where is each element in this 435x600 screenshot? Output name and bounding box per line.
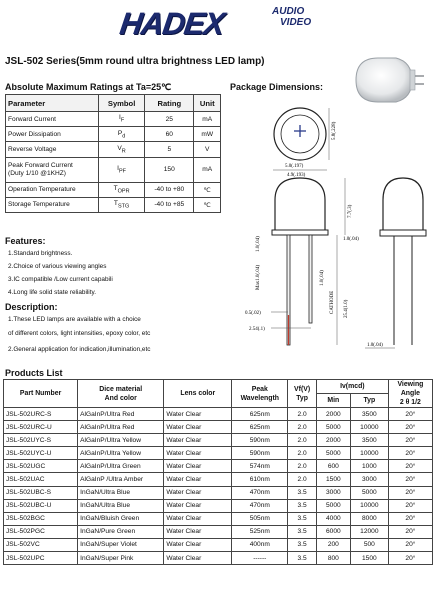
viewing-angle-cell: 20°	[388, 473, 432, 486]
rating-cell: 60	[145, 127, 194, 142]
dice-cell: AlGaInP/Ultra Yellow	[78, 434, 164, 447]
iv-typ-cell: 10000	[350, 447, 388, 460]
symbol-cell: $P_d$	[99, 127, 145, 142]
part-number-cell: JSL-502VC	[4, 538, 78, 551]
part-number-cell: JSL-502UBC-S	[4, 486, 78, 499]
viewing-angle-cell: 20°	[388, 552, 432, 565]
part-number-cell: JSL-502UAC	[4, 473, 78, 486]
wavelength-cell: 625nm	[232, 421, 288, 434]
part-number-cell: JSL-502UBC-U	[4, 499, 78, 512]
vf-cell: 3.5	[288, 499, 316, 512]
part-number-cell: JSL-502UPC	[4, 552, 78, 565]
logo-video-text: VIDEO	[280, 17, 312, 28]
unit-cell: V	[194, 142, 221, 157]
iv-typ-cell: 3000	[350, 473, 388, 486]
vf-cell: 3.5	[288, 525, 316, 538]
vf-cell: 3.5	[288, 486, 316, 499]
param-cell: Power Dissipation	[6, 127, 99, 142]
vf-cell: 2.0	[288, 460, 316, 473]
table-row	[4, 525, 433, 538]
table-row	[4, 421, 433, 434]
viewing-angle-cell: 20°	[388, 421, 432, 434]
header-part-number: Part Number	[4, 380, 78, 408]
viewing-angle-cell: 20°	[388, 408, 432, 421]
iv-min-cell: 4000	[316, 512, 350, 525]
vf-cell: 2.0	[288, 434, 316, 447]
products-table	[3, 379, 433, 565]
feature-item: 3.IC compatible /Low current capabili	[8, 276, 113, 283]
vf-cell: 2.0	[288, 421, 316, 434]
symbol-cell: $V_R$	[99, 142, 145, 157]
table-row	[4, 408, 433, 421]
iv-min-cell: 6000	[316, 525, 350, 538]
dim-label: 1.0(.04)	[343, 237, 359, 242]
iv-min-cell: 2000	[316, 434, 350, 447]
wavelength-cell: 625nm	[232, 408, 288, 421]
part-number-cell: JSL-502UYC-U	[4, 447, 78, 460]
viewing-angle-cell: 20°	[388, 447, 432, 460]
ratings-header-row	[6, 95, 221, 112]
iv-typ-cell: 1500	[350, 552, 388, 565]
header-dice: Dice material And color	[78, 380, 164, 408]
dice-cell: AlGaInP/Ultra Green	[78, 460, 164, 473]
iv-typ-cell: 5000	[350, 486, 388, 499]
unit-cell: ℃	[194, 182, 221, 197]
dim-label: 0.5(.02)	[245, 311, 261, 316]
dim-label: 5.0(.197)	[285, 164, 304, 169]
param-cell: Storage Temperature	[6, 197, 99, 212]
table-row	[4, 552, 433, 565]
unit-cell: mA	[194, 157, 221, 182]
dice-cell: InGaN/Ultra Blue	[78, 499, 164, 512]
lens-cell: Water Clear	[164, 538, 232, 551]
dim-label: 25.4(1.0)	[344, 299, 349, 318]
description-item: 2.General application for indication,illumination,etc	[8, 346, 151, 353]
vf-cell: 2.0	[288, 473, 316, 486]
lens-cell: Water Clear	[164, 525, 232, 538]
dim-label: 5.8(.228)	[332, 121, 337, 140]
document-title: JSL-502 Series(5mm round ultra brightness LED lamp)	[5, 56, 265, 67]
dice-cell: AlGaInP /Ultra Amber	[78, 473, 164, 486]
param-cell: Forward Current	[6, 112, 99, 127]
features-heading: Features:	[5, 236, 46, 246]
lens-cell: Water Clear	[164, 512, 232, 525]
vf-cell: 3.5	[288, 512, 316, 525]
dice-cell: InGaN/Super Violet	[78, 538, 164, 551]
dice-cell: InGaN/Super Pink	[78, 552, 164, 565]
lens-cell: Water Clear	[164, 421, 232, 434]
lens-cell: Water Clear	[164, 473, 232, 486]
table-row	[4, 473, 433, 486]
iv-typ-cell: 8000	[350, 512, 388, 525]
wavelength-cell: ------	[232, 552, 288, 565]
rating-cell: 5	[145, 142, 194, 157]
products-heading: Products List	[5, 368, 63, 378]
dim-label: 2.54(.1)	[249, 327, 265, 332]
wavelength-cell: 505nm	[232, 512, 288, 525]
cathode-label: CATHODE	[330, 290, 335, 314]
dice-cell: InGaN/Bluish Green	[78, 512, 164, 525]
iv-typ-cell: 1000	[350, 460, 388, 473]
table-row	[6, 197, 221, 212]
table-row	[4, 486, 433, 499]
vf-cell: 2.0	[288, 447, 316, 460]
symbol-cell: $T_{OPR}$	[99, 182, 145, 197]
iv-min-cell: 200	[316, 538, 350, 551]
package-dimensions-drawing	[225, 90, 435, 355]
brand-logo	[117, 6, 340, 41]
rating-cell: 25	[145, 112, 194, 127]
lens-cell: Water Clear	[164, 552, 232, 565]
dice-cell: InGaN/Ultra Blue	[78, 486, 164, 499]
dice-cell: InGaN/Pure Green	[78, 525, 164, 538]
part-number-cell: JSL-502URC-S	[4, 408, 78, 421]
feature-item: 1.Standard brightness.	[8, 250, 73, 257]
iv-min-cell: 3000	[316, 486, 350, 499]
part-number-cell: JSL-502URC-U	[4, 421, 78, 434]
dice-cell: AlGaInP/Ultra Red	[78, 408, 164, 421]
table-row	[4, 499, 433, 512]
description-item: 1.These LED lamps are available with a choice	[8, 316, 141, 323]
iv-min-cell: 600	[316, 460, 350, 473]
wavelength-cell: 525nm	[232, 525, 288, 538]
iv-min-cell: 5000	[316, 499, 350, 512]
header-symbol: Symbol	[99, 95, 145, 112]
header-rating: Rating	[145, 95, 194, 112]
wavelength-cell: 470nm	[232, 499, 288, 512]
dim-label: 1.0(.04)	[367, 343, 383, 348]
iv-typ-cell: 3500	[350, 408, 388, 421]
viewing-angle-cell: 20°	[388, 434, 432, 447]
unit-cell: mA	[194, 112, 221, 127]
viewing-angle-cell: 20°	[388, 525, 432, 538]
viewing-angle-cell: 20°	[388, 486, 432, 499]
description-heading: Description:	[5, 302, 58, 312]
header-iv: Iv(mcd)	[316, 380, 388, 394]
viewing-angle-cell: 20°	[388, 499, 432, 512]
header-lens: Lens color	[164, 380, 232, 408]
rating-cell: -40 to +80	[145, 182, 194, 197]
dim-label: 7.7(.3)	[348, 204, 353, 218]
lens-cell: Water Clear	[164, 434, 232, 447]
iv-min-cell: 5000	[316, 447, 350, 460]
viewing-angle-cell: 20°	[388, 538, 432, 551]
rating-cell: 150	[145, 157, 194, 182]
table-row	[4, 460, 433, 473]
iv-min-cell: 5000	[316, 421, 350, 434]
header-vf: Vf(V) Typ	[288, 380, 316, 408]
products-header-row	[4, 380, 433, 394]
table-row	[4, 512, 433, 525]
package-heading: Package Dimensions:	[230, 82, 324, 92]
wavelength-cell: 470nm	[232, 486, 288, 499]
vf-cell: 3.5	[288, 552, 316, 565]
iv-typ-cell: 12000	[350, 525, 388, 538]
part-number-cell: JSL-502UGC	[4, 460, 78, 473]
feature-item: 2.Choice of various viewing angles	[8, 263, 107, 270]
symbol-cell: $I_F$	[99, 112, 145, 127]
iv-typ-cell: 3500	[350, 434, 388, 447]
header-parameter: Parameter	[6, 95, 99, 112]
wavelength-cell: 590nm	[232, 447, 288, 460]
ratings-heading: Absolute Maximum Ratings at Ta=25℃	[5, 82, 172, 92]
table-row	[4, 447, 433, 460]
table-row	[6, 157, 221, 182]
vf-cell: 2.0	[288, 408, 316, 421]
unit-cell: ℃	[194, 197, 221, 212]
wavelength-cell: 574nm	[232, 460, 288, 473]
lens-cell: Water Clear	[164, 486, 232, 499]
logo-brand-text: HADEX	[117, 6, 227, 41]
unit-cell: mW	[194, 127, 221, 142]
dice-cell: AlGaInP/Ultra Red	[78, 421, 164, 434]
table-row	[6, 182, 221, 197]
header-iv-typ: Typ	[350, 394, 388, 408]
part-number-cell: JSL-502PGC	[4, 525, 78, 538]
wavelength-cell: 400nm	[232, 538, 288, 551]
part-number-cell: JSL-502UYC-S	[4, 434, 78, 447]
rating-cell: -40 to +85	[145, 197, 194, 212]
logo-audio-text: AUDIO	[272, 6, 305, 17]
wavelength-cell: 590nm	[232, 434, 288, 447]
lens-cell: Water Clear	[164, 408, 232, 421]
table-row	[6, 142, 221, 157]
description-item: of different colors, light intensities, epoxy color, etc	[8, 330, 151, 337]
iv-typ-cell: 10000	[350, 499, 388, 512]
iv-typ-cell: 10000	[350, 421, 388, 434]
iv-min-cell: 2000	[316, 408, 350, 421]
dim-label: 1.0(.04)	[320, 270, 325, 286]
part-number-cell: JSL-502BGC	[4, 512, 78, 525]
dice-cell: AlGaInP/Ultra Yellow	[78, 447, 164, 460]
table-row	[4, 434, 433, 447]
viewing-angle-cell: 20°	[388, 512, 432, 525]
header-viewing-angle: Viewing Angle 2 θ 1/2	[388, 380, 432, 408]
lens-cell: Water Clear	[164, 499, 232, 512]
absolute-ratings-table	[5, 94, 221, 213]
lens-cell: Water Clear	[164, 460, 232, 473]
header-peak: Peak Wavelength	[232, 380, 288, 408]
iv-min-cell: 800	[316, 552, 350, 565]
symbol-cell: $T_{STG}$	[99, 197, 145, 212]
header-iv-min: Min	[316, 394, 350, 408]
dim-label: 1.0(.04)	[256, 236, 261, 252]
table-row	[6, 127, 221, 142]
table-row	[4, 538, 433, 551]
table-row	[6, 112, 221, 127]
viewing-angle-cell: 20°	[388, 460, 432, 473]
feature-item: 4.Long life solid state reliability.	[8, 289, 96, 296]
param-cell: Peak Forward Current (Duty 1/10 @1KHZ)	[6, 157, 99, 182]
iv-min-cell: 1500	[316, 473, 350, 486]
vf-cell: 3.5	[288, 538, 316, 551]
header-unit: Unit	[194, 95, 221, 112]
product-rows	[4, 408, 433, 565]
param-cell: Reverse Voltage	[6, 142, 99, 157]
dim-label: 4.9(.193)	[287, 173, 306, 178]
symbol-cell: $I_{PF}$	[99, 157, 145, 182]
wavelength-cell: 610nm	[232, 473, 288, 486]
lens-cell: Water Clear	[164, 447, 232, 460]
param-cell: Operation Temperature	[6, 182, 99, 197]
iv-typ-cell: 500	[350, 538, 388, 551]
dim-label: Max1.0(.04)	[256, 265, 261, 290]
